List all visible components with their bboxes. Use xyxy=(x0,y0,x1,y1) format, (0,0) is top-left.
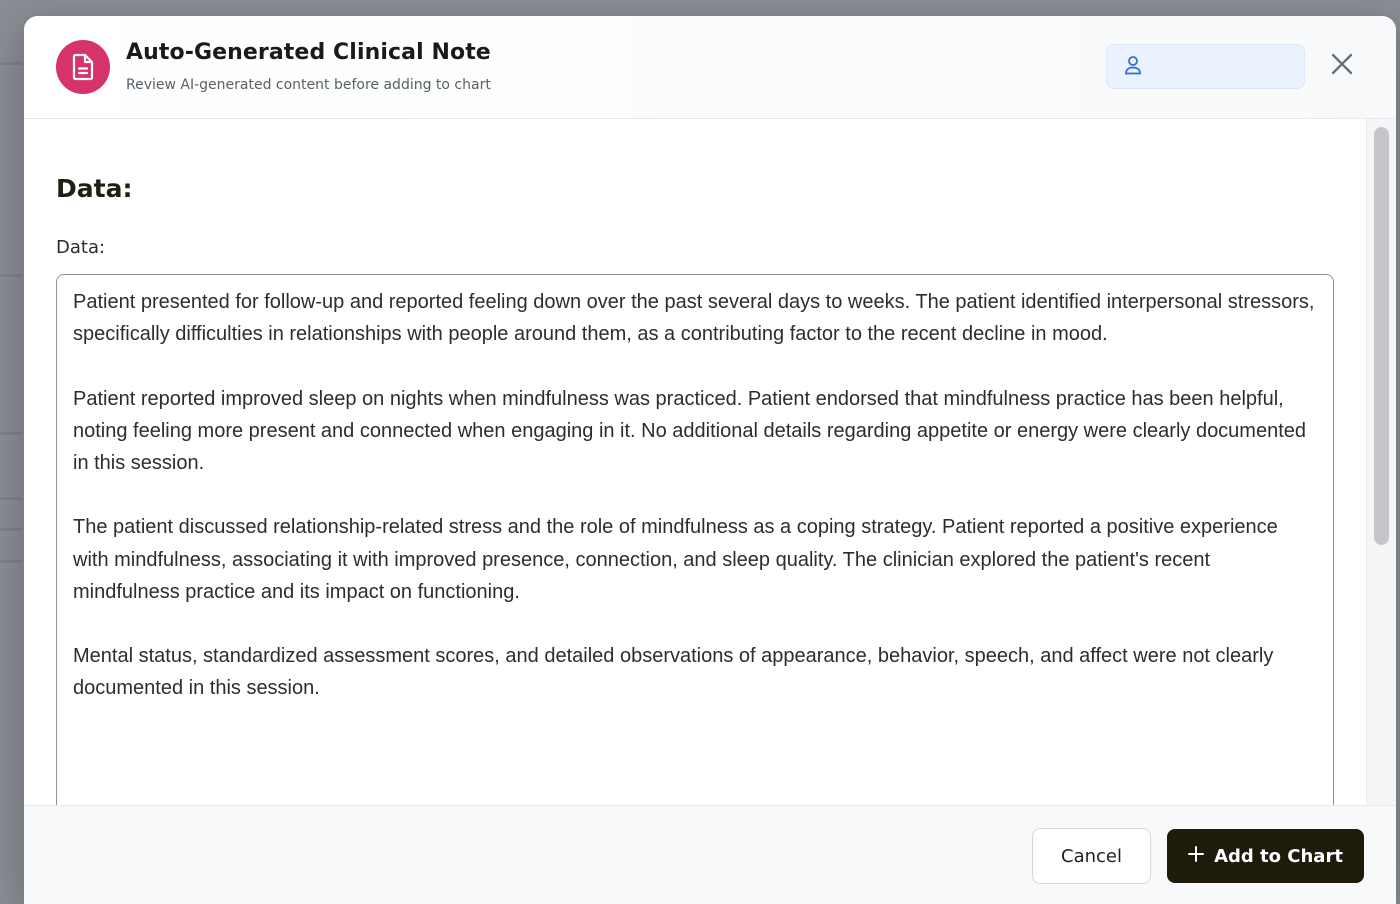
user-icon xyxy=(1124,55,1142,79)
background-hint xyxy=(0,274,22,277)
background-hint xyxy=(0,528,22,531)
background-hint xyxy=(0,497,22,500)
background-hint xyxy=(0,432,22,435)
clinical-note-dialog xyxy=(24,16,1396,904)
background-hint xyxy=(0,560,22,563)
dialog-title: Auto-Generated Clinical Note xyxy=(126,40,491,65)
add-to-chart-button[interactable] xyxy=(1167,829,1364,883)
background-hint xyxy=(0,62,22,65)
close-icon xyxy=(1331,53,1353,79)
section-heading: Data: xyxy=(56,174,133,203)
plus-icon xyxy=(1188,846,1204,867)
dialog-subtitle: Review AI-generated content before adding to chart xyxy=(126,77,491,93)
cancel-button[interactable]: Cancel xyxy=(1032,828,1151,884)
document-icon xyxy=(56,40,110,94)
field-label: Data: xyxy=(56,237,106,258)
patient-selector[interactable] xyxy=(1106,44,1305,89)
dialog-header xyxy=(24,16,1396,119)
scrollbar-thumb[interactable] xyxy=(1374,127,1389,545)
note-textarea[interactable] xyxy=(56,274,1334,834)
add-to-chart-label: Add to Chart xyxy=(1214,845,1343,867)
dialog-footer xyxy=(24,805,1396,904)
close-button[interactable] xyxy=(1324,48,1360,84)
dialog-body xyxy=(24,119,1396,805)
